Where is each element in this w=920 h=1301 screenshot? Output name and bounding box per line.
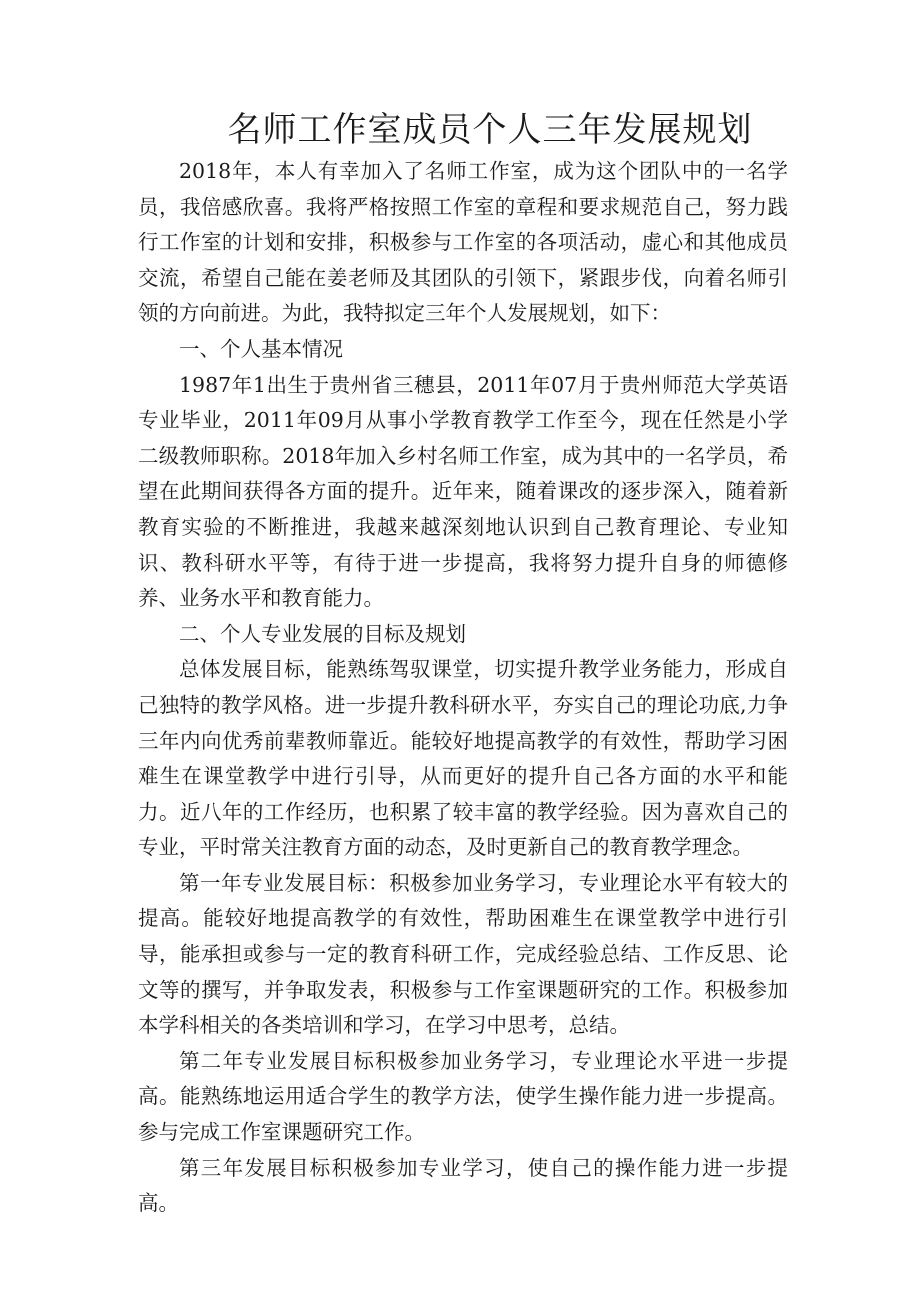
paragraph-overall-goal: 总体发展目标，能熟练驾驭课堂，切实提升教学业务能力，形成自己独特的教学风格。进一步提升教科研水平，夯实自己的理论功底,力争三年内向优秀前辈教师靠近。能较好地提高教学的有效性，帮助学习困难生在课堂教学中进行引导，从而更好的提升自己各方面的水平和能力。近八年的工作经历，也积累了较丰富的教学经验。因为喜欢自己的专业，平时常关注教育方面的动态，及时更新自己的教育教学理念。: [138, 657, 788, 860]
paragraph-year-three-goal: 第三年发展目标积极参加专业学习，使自己的操作能力进一步提高。: [138, 1155, 788, 1216]
paragraph-year-one-goal: 第一年专业发展目标：积极参加业务学习，专业理论水平有较大的提高。能较好地提高教学的有效性，帮助困难生在课堂教学中进行引导，能承担或参与一定的教育科研工作，完成经验总结、工作反思、论文等的撰写，并争取发表，积极参与工作室课题研究的工作。积极参加本学科相关的各类培训和学习，在学习中思考，总结。: [138, 870, 788, 1038]
section-heading-goals: 二、个人专业发展的目标及规划: [179, 621, 466, 646]
paragraph-basic-info: 1987年1出生于贵州省三穗县，2011年07月于贵州师范大学英语专业毕业，2011年09月从事小学教育教学工作至今，现在任然是小学二级教师职称。2018年加入乡村名师工作室，成为其中的一名学员，希望在此期间获得各方面的提升。近年来，随着课改的逐步深入，随着新教育实验的不断推进，我越来越深刻地认识到自己教育理论、专业知识、教科研水平等，有待于进一步提高，我将努力提升自身的师德修养、业务水平和教育能力。: [138, 372, 788, 611]
document-body: [138, 154, 788, 1222]
paragraph-intro: 2018年，本人有幸加入了名师工作室，成为这个团队中的一名学员，我倍感欣喜。我将严格按照工作室的章程和要求规范自己，努力践行工作室的计划和安排，积极参与工作室的各项活动，虚心和其他成员交流，希望自己能在姜老师及其团队的引领下，紧跟步伐，向着名师引领的方向前进。为此，我特拟定三年个人发展规划，如下：: [138, 159, 788, 326]
document-title: 名师工作室成员个人三年发展规划: [227, 110, 753, 150]
section-heading-basic-info: 一、个人基本情况: [179, 336, 343, 361]
paragraph-year-two-goal: 第二年专业发展目标积极参加业务学习，专业理论水平进一步提高。能熟练地运用适合学生的教学方法，使学生操作能力进一步提高。参与完成工作室课题研究工作。: [138, 1048, 788, 1145]
